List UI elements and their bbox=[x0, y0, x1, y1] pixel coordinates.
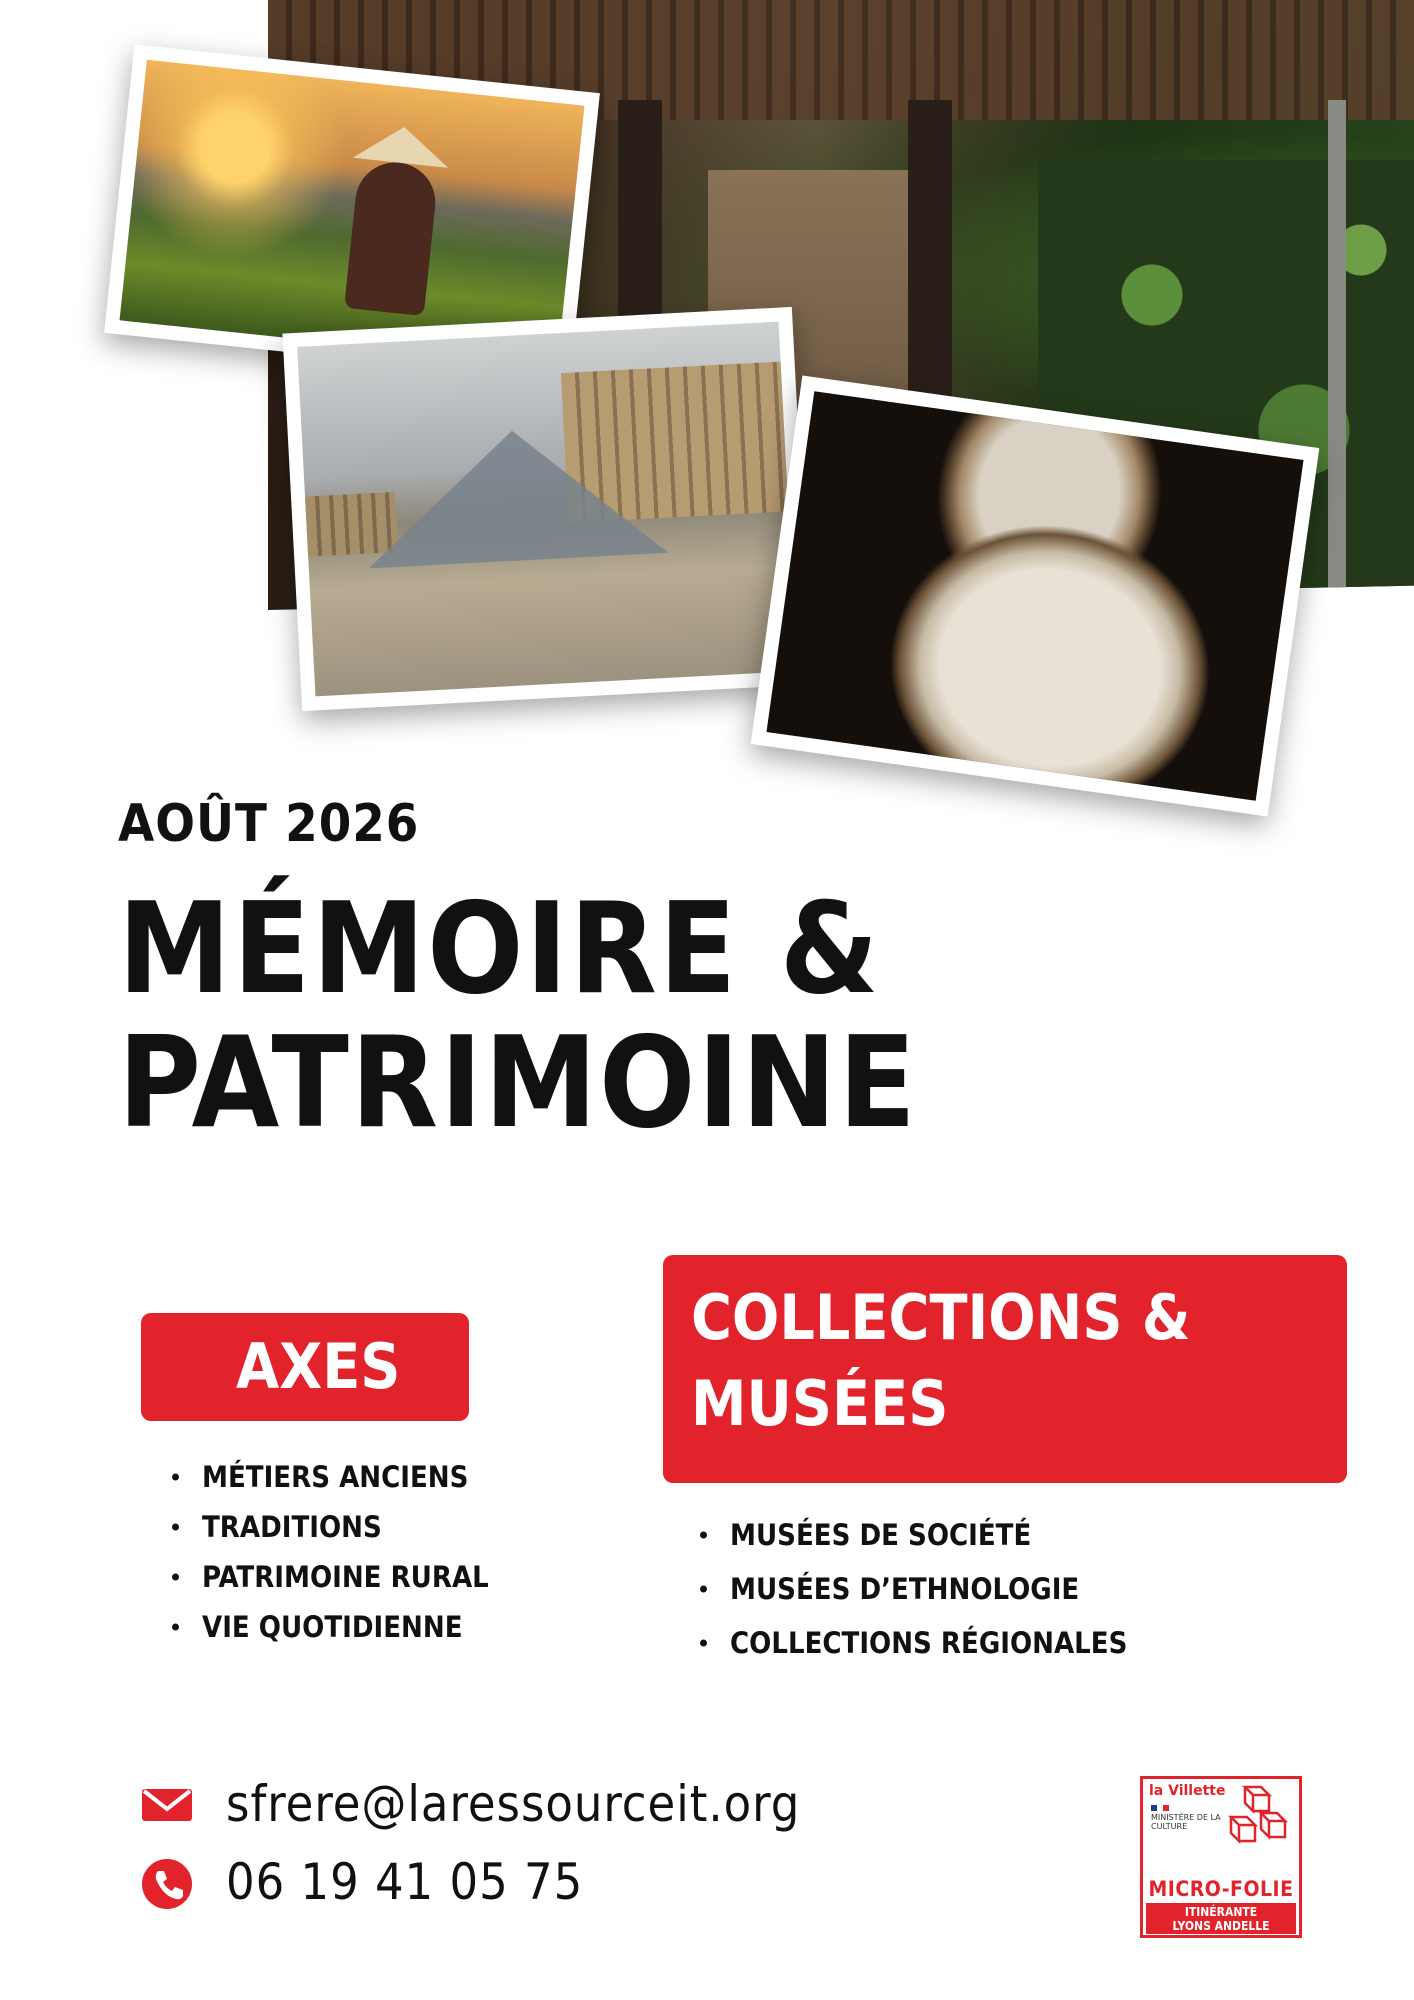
axes-label: AXES bbox=[141, 1313, 469, 1421]
list-item: MUSÉES D’ETHNOLOGIE bbox=[696, 1562, 1127, 1616]
list-item: VIE QUOTIDIENNE bbox=[168, 1602, 489, 1652]
title-line-2: PATRIMOINE bbox=[118, 1009, 918, 1156]
phone-icon bbox=[140, 1857, 194, 1907]
micro-folie-logo bbox=[1140, 1776, 1302, 1938]
envelope-icon bbox=[140, 1779, 194, 1829]
glass-pyramid bbox=[362, 423, 668, 569]
rice-field-image bbox=[120, 60, 585, 367]
collections-label-line-2: MUSÉES bbox=[691, 1367, 949, 1440]
list-item: MÉTIERS ANCIENS bbox=[168, 1452, 489, 1502]
title-line-1: MÉMOIRE & bbox=[118, 875, 881, 1022]
logo-sub-line-2: LYONS ANDELLE bbox=[1172, 1919, 1270, 1933]
email-link[interactable]: sfrere@laressourceit.org bbox=[226, 1775, 801, 1833]
logo-sub-line-1: ITINÉRANTE bbox=[1184, 1905, 1258, 1919]
photo-rice-baskets bbox=[751, 375, 1320, 816]
farmer-figure bbox=[344, 159, 439, 317]
contact-email[interactable] bbox=[140, 1774, 800, 1834]
phone-number: 06 19 41 05 75 bbox=[226, 1853, 584, 1911]
collections-list bbox=[696, 1508, 1127, 1670]
conical-hat bbox=[353, 122, 452, 168]
axes-list bbox=[168, 1452, 489, 1652]
cubes-icon bbox=[1225, 1783, 1295, 1853]
logo-ministry: MINISTÈRE DE LA CULTURE bbox=[1151, 1813, 1221, 1831]
logo-name: MICRO-FOLIE bbox=[1148, 1877, 1294, 1901]
french-flag-icon bbox=[1151, 1805, 1169, 1811]
list-item: COLLECTIONS RÉGIONALES bbox=[696, 1616, 1127, 1670]
baskets-image bbox=[766, 391, 1303, 800]
collections-label-line-1: COLLECTIONS & bbox=[691, 1281, 1191, 1354]
logo-subtitle bbox=[1146, 1903, 1296, 1934]
list-item: PATRIMOINE RURAL bbox=[168, 1552, 489, 1602]
logo-brand: la Villette bbox=[1149, 1783, 1226, 1799]
list-item: MUSÉES DE SOCIÉTÉ bbox=[696, 1508, 1127, 1562]
list-item: TRADITIONS bbox=[168, 1502, 489, 1552]
page-title bbox=[118, 875, 918, 1156]
contact-phone[interactable] bbox=[140, 1852, 583, 1912]
pole bbox=[1328, 100, 1346, 610]
photo-louvre bbox=[282, 307, 811, 711]
event-date: AOÛT 2026 bbox=[118, 794, 420, 854]
collections-label bbox=[663, 1255, 1347, 1483]
louvre-image bbox=[297, 322, 797, 697]
